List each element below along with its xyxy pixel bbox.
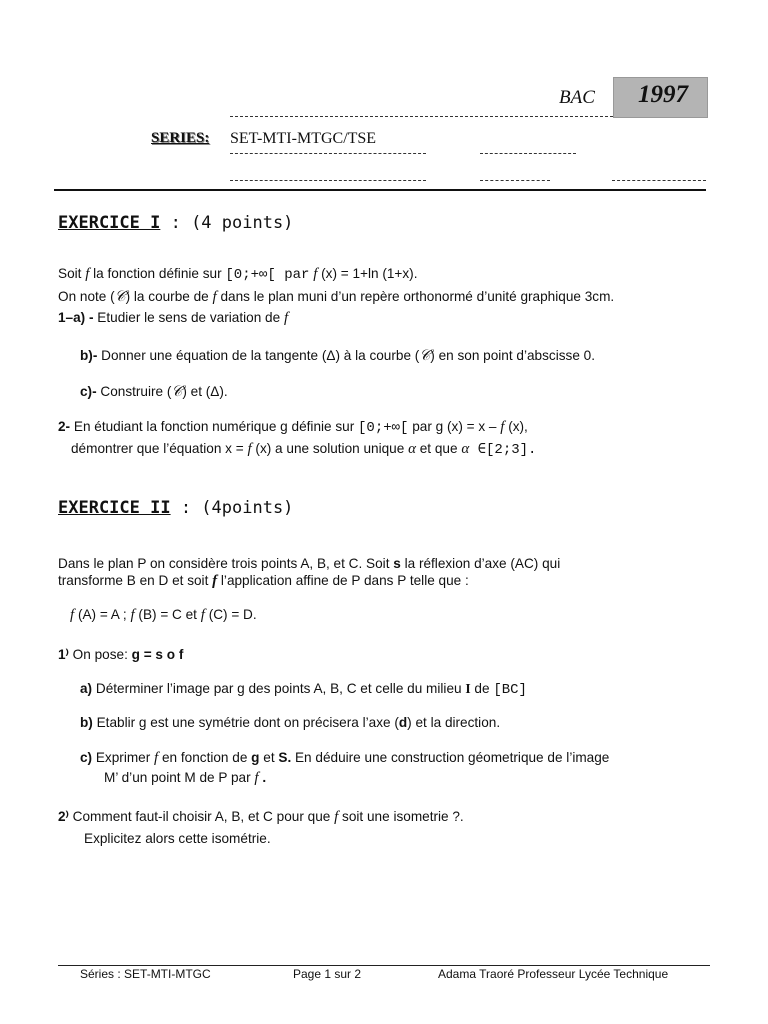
text: en fonction de: [158, 750, 252, 765]
f-symbol: f: [247, 441, 252, 457]
question-label: 2-: [58, 419, 74, 434]
text: (x) a une solution unique: [251, 441, 409, 456]
question-label: b): [80, 715, 93, 730]
footer-right: Adama Traoré Professeur Lycée Technique: [438, 967, 669, 981]
text: et que: [415, 441, 462, 456]
question-label: a): [80, 681, 93, 696]
text: (A) = A ;: [74, 607, 131, 622]
ex1-question-2-line-2: [71, 441, 536, 458]
exercise-1-points: : (4 points): [160, 213, 294, 233]
text: (x),: [504, 419, 528, 434]
curve-symbol: 𝒞: [114, 289, 126, 305]
text: par g (x) = x –: [408, 419, 501, 434]
footer-center: Page 1 sur 2: [293, 967, 362, 981]
ex2-images-line: [70, 607, 257, 624]
ex2-question-1c: [80, 750, 609, 767]
curve-symbol: 𝒞: [171, 384, 183, 400]
text: ) la courbe de: [125, 289, 213, 304]
text: la fonction définie sur: [89, 266, 226, 281]
f-symbol: f: [254, 770, 259, 786]
ex2-paragraph-line-1: [58, 556, 560, 571]
f-symbol: f: [200, 607, 205, 623]
header-rule: [480, 180, 550, 181]
ex1-question-1b: [80, 347, 595, 365]
text: Etablir g est une symétrie dont on précisera l’axe (: [92, 715, 399, 730]
interval: [0;+∞[ par: [225, 267, 310, 283]
f-symbol: f: [154, 750, 159, 766]
text: de: [470, 681, 494, 696]
f-symbol: f: [334, 809, 339, 825]
text: Dans le plan P on considère trois points A, B, et C. Soit: [58, 556, 394, 571]
text: En étudiant la fonction numérique g définie sur: [73, 419, 359, 434]
text: On note (: [58, 289, 115, 304]
question-label: 1⁾: [58, 647, 69, 662]
footer-left: Séries : SET-MTI-MTGC: [80, 967, 211, 981]
header-rule: [480, 153, 576, 154]
g-symbol: g: [251, 750, 260, 765]
interval: [0;+∞[: [358, 420, 409, 436]
text: .: [258, 770, 267, 785]
question-label: c)-: [80, 384, 101, 399]
ex1-question-1c: [80, 383, 228, 401]
f-symbol: f: [313, 266, 318, 282]
text: et: [259, 750, 279, 765]
header-rule: [230, 180, 426, 181]
text: Donner une équation de la tangente (Δ) à la courbe (: [101, 348, 420, 363]
text: ) en son point d’abscisse 0.: [430, 348, 595, 363]
question-label: 2⁾: [58, 809, 69, 824]
text: Explicitez alors cette isométrie.: [84, 831, 271, 846]
header-rule: [230, 116, 613, 117]
exercise-2-points: : (4points): [170, 498, 294, 518]
text: Exprimer: [92, 750, 155, 765]
f-symbol: f: [500, 419, 505, 435]
f-symbol: f: [70, 607, 75, 623]
text: soit une isometrie ?.: [338, 809, 464, 824]
ex1-line-2: [58, 288, 614, 306]
header-separator: [54, 189, 706, 191]
bac-label: BAC: [559, 87, 595, 108]
text: (x) = 1+ln (1+x).: [317, 266, 418, 281]
text: démontrer que l’équation x =: [71, 441, 248, 456]
ex2-question-1: [58, 647, 183, 663]
text: dans le plan muni d’un repère orthonormé d’unité graphique 3cm.: [216, 289, 615, 304]
f-symbol: f: [212, 573, 218, 589]
ex2-paragraph-line-2: [58, 573, 469, 590]
ex1-line-1: [58, 266, 417, 283]
exercise-2-title: EXERCICE II: [58, 498, 171, 518]
exercise-1-title: EXERCICE I: [58, 213, 161, 233]
series-label: SERIES:: [151, 130, 210, 146]
header-rule: [230, 153, 426, 154]
f-symbol: f: [130, 607, 135, 623]
footer-rule: [58, 965, 710, 966]
exercise-2-heading: [58, 498, 293, 518]
d-symbol: d: [398, 715, 408, 730]
year-badge: [613, 77, 708, 118]
text: Etudier le sens de variation de: [97, 310, 284, 325]
formula: g = s ο f: [131, 647, 184, 662]
f-symbol: f: [212, 289, 217, 305]
ex2-question-1a: [80, 681, 527, 698]
text: (C) = D.: [204, 607, 257, 622]
text: Soit: [58, 266, 86, 281]
segment: [BC]: [493, 682, 527, 698]
series-value: SET-MTI-MTGC/TSE: [230, 130, 377, 147]
text: On pose:: [68, 647, 132, 662]
s-symbol: s: [393, 556, 401, 571]
text: l’application affine de P dans P telle que :: [217, 573, 469, 588]
text: la réflexion d’axe (AC) qui: [400, 556, 561, 571]
curve-symbol: 𝒞: [419, 348, 431, 364]
question-label: 1–a) -: [58, 310, 98, 325]
text: ) et la direction.: [407, 715, 501, 730]
text: (B) = C et: [134, 607, 201, 622]
year-text: 1997: [638, 81, 688, 108]
question-label: c): [80, 750, 93, 765]
ex2-question-1b: [80, 715, 500, 730]
text: Déterminer l’image par g des points A, B, C et celle du milieu: [92, 681, 466, 696]
text: Comment faut-il choisir A, B, et C pour que: [68, 809, 335, 824]
f-symbol: f: [283, 310, 289, 326]
text: ) et (Δ).: [182, 384, 228, 399]
s-symbol: S.: [278, 750, 292, 765]
alpha-symbol: α: [408, 441, 416, 457]
alpha-symbol: α: [461, 441, 470, 457]
header-rule: [612, 180, 706, 181]
interval: ∈[2;3].: [469, 442, 537, 458]
f-symbol: f: [85, 266, 90, 282]
ex2-question-1c-line-2: [104, 770, 266, 787]
question-label: b)-: [80, 348, 102, 363]
text: Construire (: [100, 384, 172, 399]
ex1-question-1a: [58, 310, 288, 327]
I-symbol: I: [465, 681, 471, 696]
text: En déduire une construction géometrique de l’image: [291, 750, 610, 765]
ex2-question-2-line-2: [84, 831, 271, 846]
text: M’ d’un point M de P par: [104, 770, 255, 785]
ex2-question-2: [58, 809, 464, 826]
text: transforme B en D et soit: [58, 573, 213, 588]
exercise-1-heading: [58, 213, 293, 233]
ex1-question-2: [58, 419, 528, 436]
